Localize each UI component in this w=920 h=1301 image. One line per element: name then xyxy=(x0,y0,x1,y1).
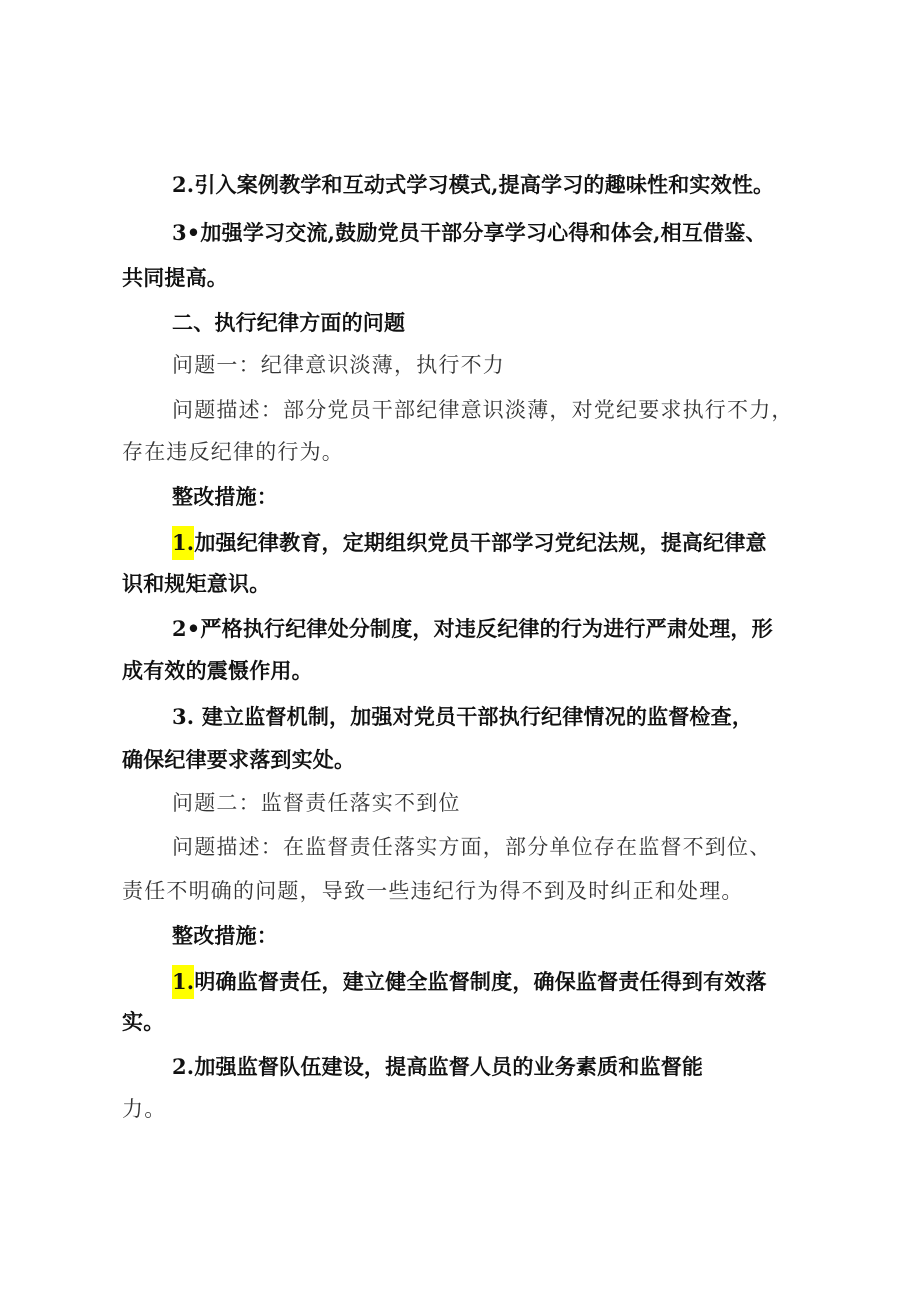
measure-2-case-teaching: 2.引入案例教学和互动式学习模式,提高学习的趣味性和实效性。 xyxy=(172,172,775,197)
measure-3-exchange-line2: 共同提高。 xyxy=(122,265,228,290)
problem-one-title: 问题一：纪律意识淡薄，执行不力 xyxy=(172,353,505,377)
problem-two-title: 问题二：监督责任落实不到位 xyxy=(172,791,461,815)
highlight-marker: 1. xyxy=(172,965,194,999)
measure-1-responsibility-text: 明确监督责任，建立健全监督制度，确保监督责任得到有效落 xyxy=(194,969,767,994)
rectification-heading-1: 整改措施： xyxy=(172,484,278,509)
measure-2-team-line2: 力。 xyxy=(122,1097,167,1121)
measure-1-education-line1 xyxy=(172,526,767,560)
measure-1-education-line2: 识和规矩意识。 xyxy=(122,571,271,596)
section-heading-discipline: 二、执行纪律方面的问题 xyxy=(172,310,406,335)
measure-2-team-line1: 2.加强监督队伍建设，提高监督人员的业务素质和监督能 xyxy=(172,1054,704,1079)
highlight-marker: 1. xyxy=(172,526,194,560)
measure-3-supervision-line1: 3. 建立监督机制，加强对党员干部执行纪律情况的监督检查， xyxy=(172,704,754,729)
measure-1-responsibility-line1 xyxy=(172,965,767,999)
problem-two-desc-line1: 问题描述：在监督责任落实方面，部分单位存在监督不到位、 xyxy=(172,835,772,859)
measure-3-exchange-line1: 3•加强学习交流,鼓励党员干部分享学习心得和体会,相互借鉴、 xyxy=(172,220,767,245)
rectification-heading-2: 整改措施： xyxy=(172,923,278,948)
problem-one-desc-line1: 问题描述：部分党员干部纪律意识淡薄，对党纪要求执行不力， xyxy=(172,398,794,422)
measure-1-responsibility-line2: 实。 xyxy=(122,1009,165,1034)
measure-1-education-text: 加强纪律教育，定期组织党员干部学习党纪法规，提高纪律意 xyxy=(194,530,767,555)
problem-two-desc-line2: 责任不明确的问题，导致一些违纪行为得不到及时纠正和处理。 xyxy=(122,879,744,903)
measure-2-discipline-line2: 成有效的震慑作用。 xyxy=(122,658,313,683)
problem-one-desc-line2: 存在违反纪律的行为。 xyxy=(122,440,344,464)
measure-2-discipline-line1: 2•严格执行纪律处分制度，对违反纪律的行为进行严肃处理，形 xyxy=(172,616,773,641)
measure-3-supervision-line2: 确保纪律要求落到实处。 xyxy=(122,747,356,772)
